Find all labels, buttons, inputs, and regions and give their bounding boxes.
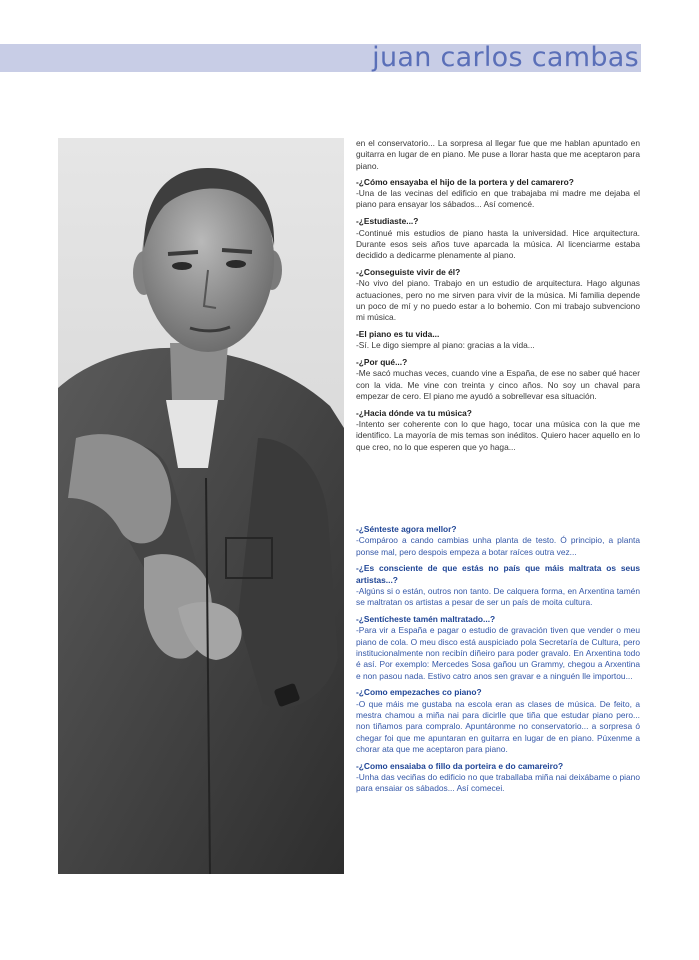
qa-item: [356, 614, 640, 682]
answer: -O que máis me gustaba na escola eran as clases de música. De feito, a mestra chamou a miña nai para dicirlle que tiña que estudar piano pero... non tiñamos para compralo. Apuntáronme no conservatorio... a sorpresa ó chegar foi que me apuntaran en guitarra en lugar de en piano. Púxenme a chorar ata que me aceptaron para piano.: [356, 698, 640, 754]
question: -¿Sénteste agora mellor?: [356, 524, 457, 534]
qa-item: [356, 563, 640, 608]
page-title: juan carlos cambas: [372, 42, 639, 73]
question: -¿Hacia dónde va tu música?: [356, 407, 472, 418]
qa-item: [356, 267, 640, 323]
spanish-column: [356, 138, 640, 458]
intro-paragraph: en el conservatorio... La sorpresa al llegar fue que me hablan apuntado en guitarra en lugar de en piano. Me puse a llorar hasta que me aceptaron para piano.: [356, 138, 640, 171]
answer: -Unha das veciñas do edificio no que traballaba miña nai deixábame o piano para ensaiar os sábados... Así comecei.: [356, 771, 640, 794]
answer: -Sí. Le digo siempre al piano: gracias a la vida...: [356, 340, 535, 351]
question: -¿Es consciente de que estás no país que máis maltrata os seus artistas...?: [356, 563, 640, 585]
answer: -Me sacó muchas veces, cuando vine a España, de ese no saber qué hacer con la vida. Me vine con treinta y cinco años. No soy un chaval para empezar de cero. El piano me ayudó a sobrellevar esa situación.: [356, 368, 640, 401]
answer: -Compároo a cando cambias unha planta de testo. Ó principio, a planta ponse mal, pero despois empeza a botar raíces outra vez...: [356, 535, 640, 557]
answer: -No vivo del piano. Trabajo en un estudio de arquitectura. Hago algunas actuaciones, pero no me sirven para vivir de la música. Mi familia depende un poco de mí y no puedo estar a lo bohemio. Con mi trabajo subvenciono mi música.: [356, 278, 640, 323]
question: -¿Cómo ensayaba el hijo de la portera y del camarero?: [356, 176, 574, 187]
galician-column: [356, 524, 640, 800]
question: -¿Como empezaches co piano?: [356, 687, 482, 698]
question: -¿Sentícheste tamén maltratado...?: [356, 614, 496, 625]
question: -El piano es tu vida...: [356, 328, 440, 339]
answer: -Continué mis estudios de piano hasta la universidad. Hice arquitectura. Durante esos seis años tuve aparcada la música. Al licenciarme estaba decidido a dedicarme plenamente al piano.: [356, 227, 640, 261]
qa-item: [356, 329, 640, 352]
portrait-photo: [58, 138, 344, 874]
question: -¿Estudiaste...?: [356, 216, 419, 227]
qa-item: [356, 216, 640, 261]
answer: -Algúns si o están, outros non tanto. De calquera forma, en Arxentina tamén se maltratan os artistas a pesar de ser un país de moita cultura.: [356, 585, 640, 608]
qa-item: [356, 357, 640, 402]
answer: -Una de las vecinas del edificio en que trabajaba mi madre me dejaba el piano para ensayar los sábados... Así comencé.: [356, 188, 640, 210]
qa-item: [356, 524, 640, 558]
question: -¿Por qué...?: [356, 357, 408, 368]
answer: -Para vir a España e pagar o estudio de gravación tiven que vender o meu piano de cola. O meu disco está auspiciado pola Secretaría de Cultura, pero institucionalmente non recibín diñeiro para poder gravalo. En Arxentina todo é así. Por exemplo: Mercedes Sosa gañou un Grammy, chegou a Arxentina e non pasou nada. Estivo catro anos sen gravar e a ninguén lle importou...: [356, 625, 640, 681]
answer: -Intento ser coherente con lo que hago, tocar una música con la que me identifico. La mayoría de mis temas son inéditos. Quiero hacer aquello en lo que creo, no lo que esperen que yo haga...: [356, 419, 640, 452]
qa-item: [356, 761, 640, 795]
qa-item: [356, 408, 640, 453]
question: -¿Conseguiste vivir de él?: [356, 266, 461, 277]
question: -¿Como ensaiaba o fillo da porteira e do camareiro?: [356, 760, 564, 771]
qa-item: [356, 687, 640, 755]
qa-item: [356, 177, 640, 211]
